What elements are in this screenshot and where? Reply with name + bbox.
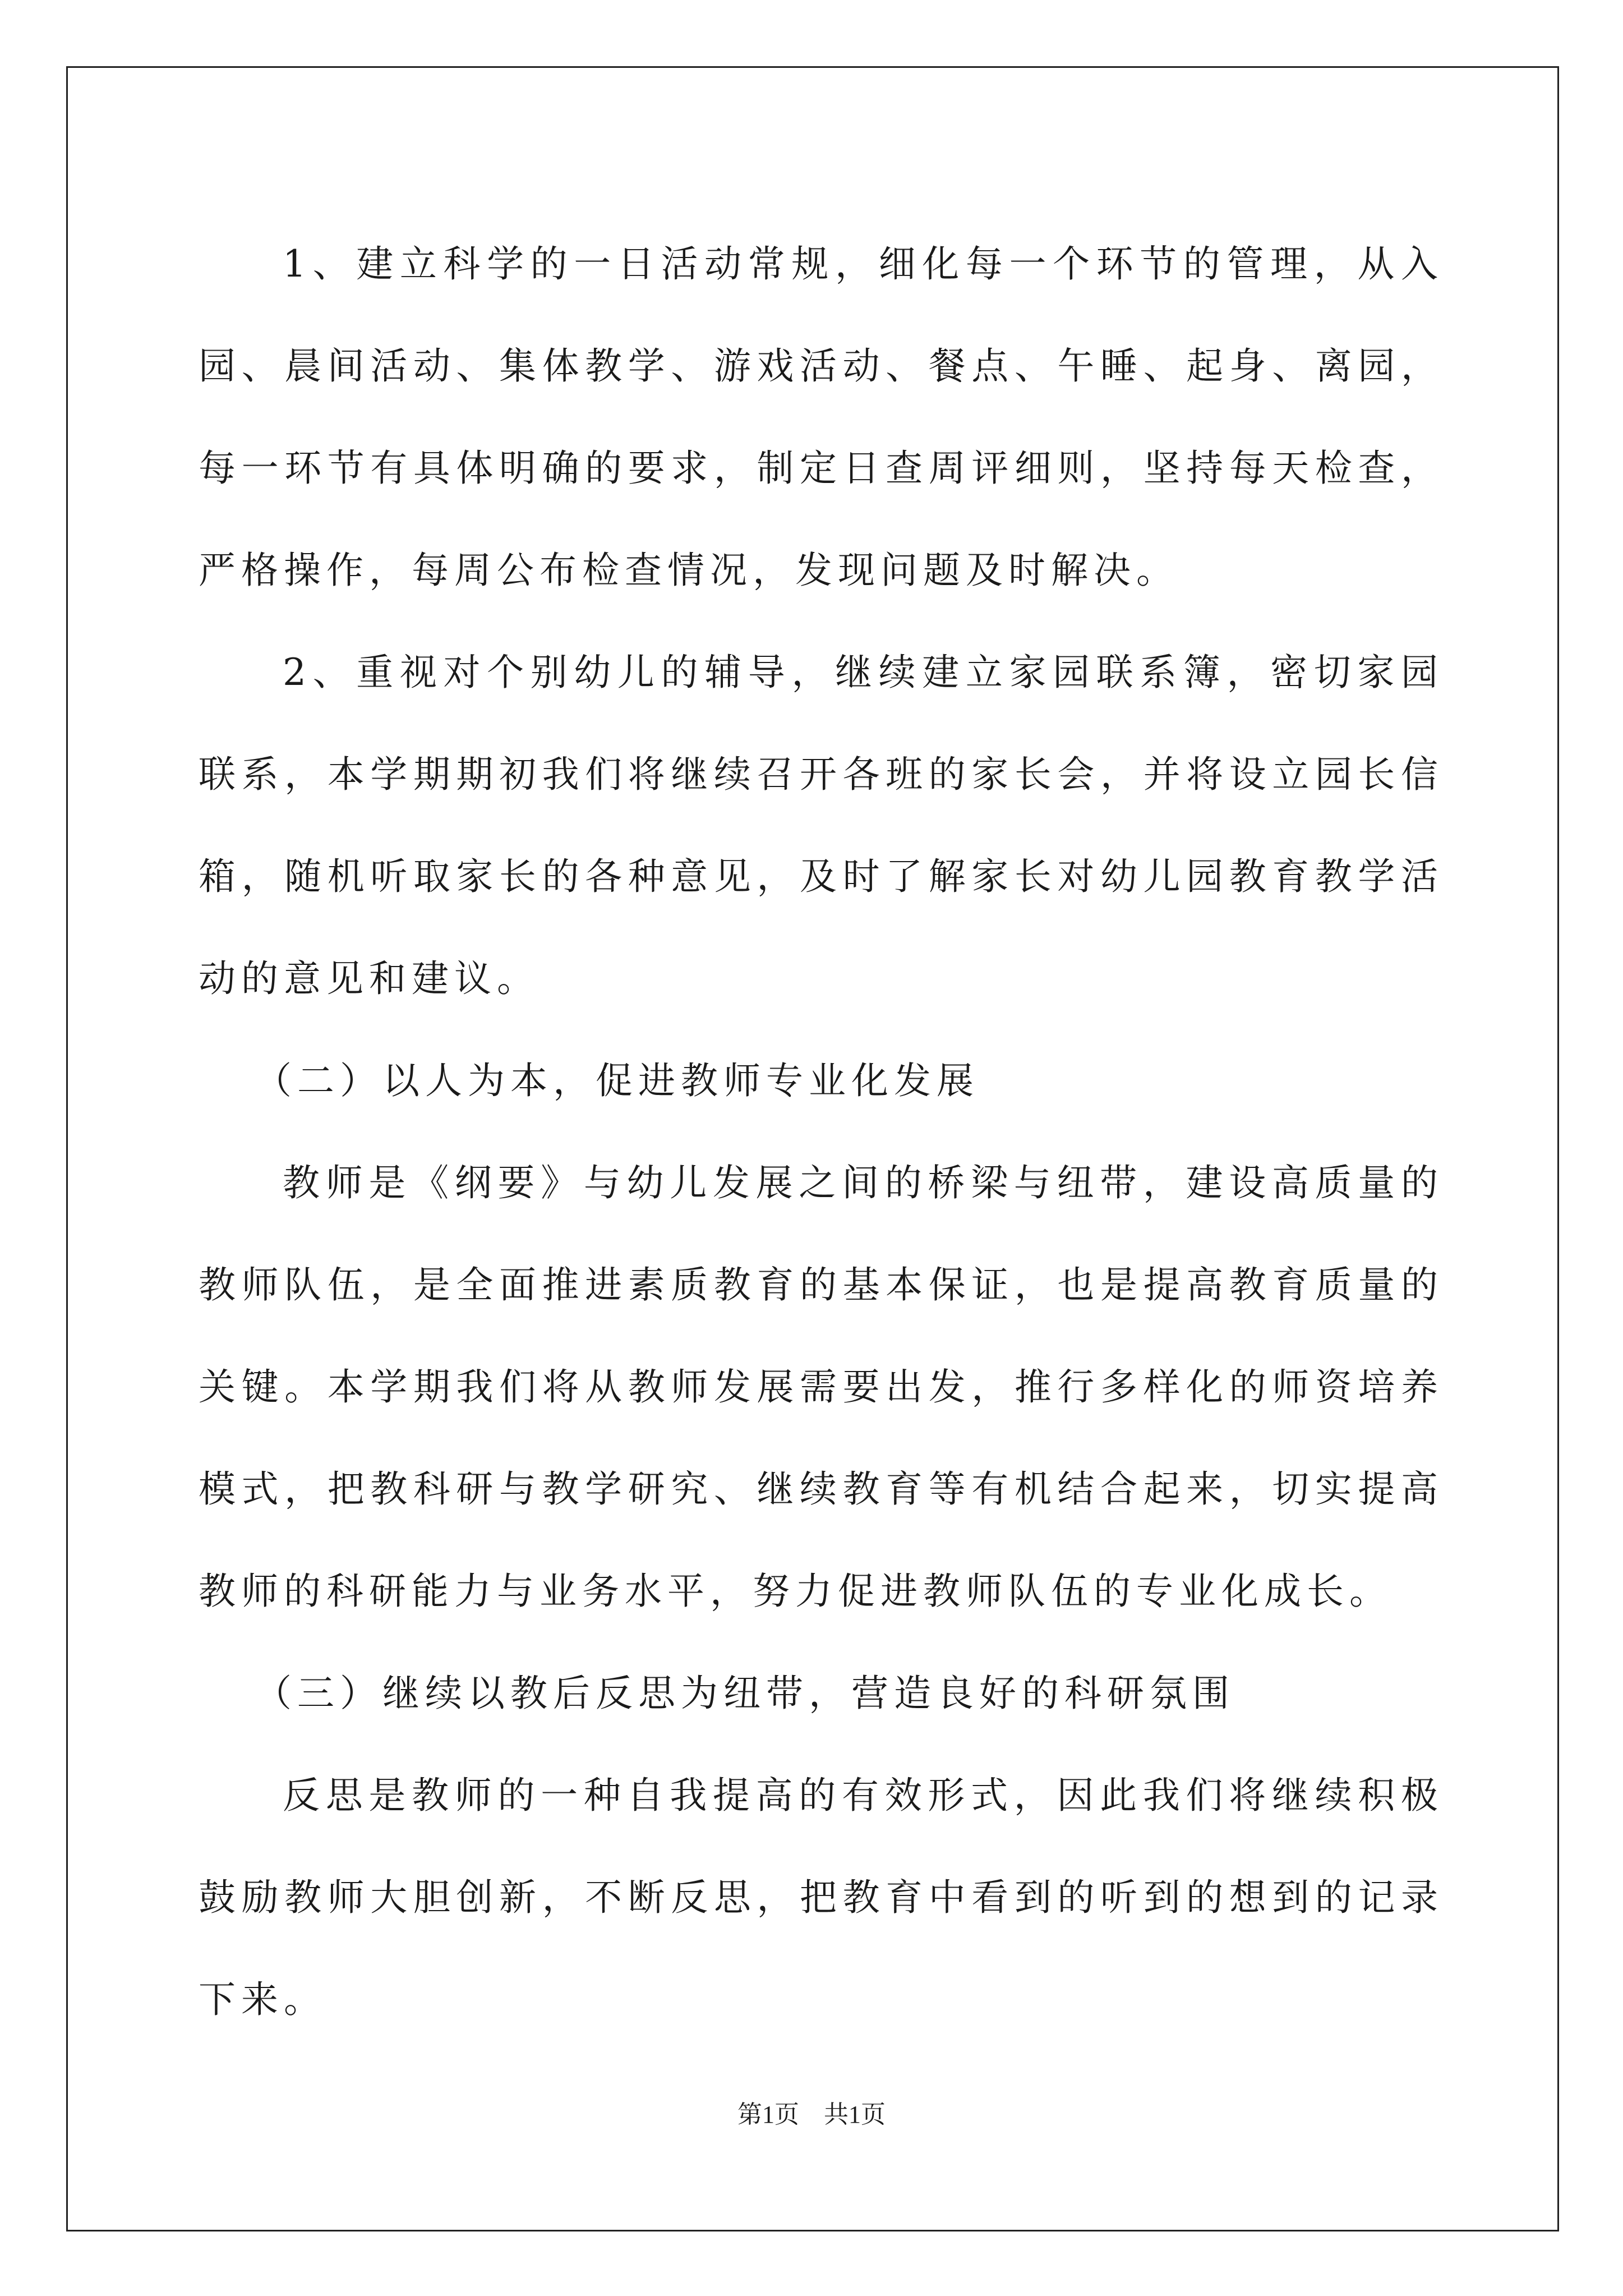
paragraph-reflection: 反思是教师的一种自我提高的有效形式，因此我们将继续积极鼓励教师大胆创新，不断反思，把教育中看到的听到的想到的记录下来。	[199, 1774, 1444, 2021]
paragraph-teacher-development: 教师是《纲要》与幼儿发展之间的桥梁与纽带，建设高质量的教师队伍，是全面推进素质教育的基本保证，也是提高教育质量的关键。本学期我们将从教师发展需要出发，推行多样化的师资培养模式，把教科研与教学研究、继续教育等有机结合起来，切实提高教师的科研能力与业务水平，努力促进教师队伍的专业化成长。	[199, 1161, 1444, 1613]
paragraph-parent-contact: 2、重视对个别幼儿的辅导，继续建立家园联系簿，密切家园联系，本学期期初我们将继续召开各班的家长会，并将设立园长信箱，随机听取家长的各种意见，及时了解家长对幼儿园教育教学活动的意见和建议。	[199, 651, 1444, 1000]
page-number: 第1页 共1页	[737, 2101, 886, 2128]
section-heading-teacher-development: （二）以人为本，促进教师专业化发展	[255, 1059, 979, 1102]
section-heading-reflection: （三）继续以教后反思为纽带，营造良好的科研氛围	[255, 1672, 1235, 1715]
paragraph-routine: 1、建立科学的一日活动常规，细化每一个环节的管理，从入园、晨间活动、集体教学、游戏活动、餐点、午睡、起身、离园，每一环节有具体明确的要求，制定日查周评细则，坚持每天检查，严格操作，每周公布检查情况，发现问题及时解决。	[199, 242, 1444, 592]
document-body	[199, 213, 1444, 2051]
